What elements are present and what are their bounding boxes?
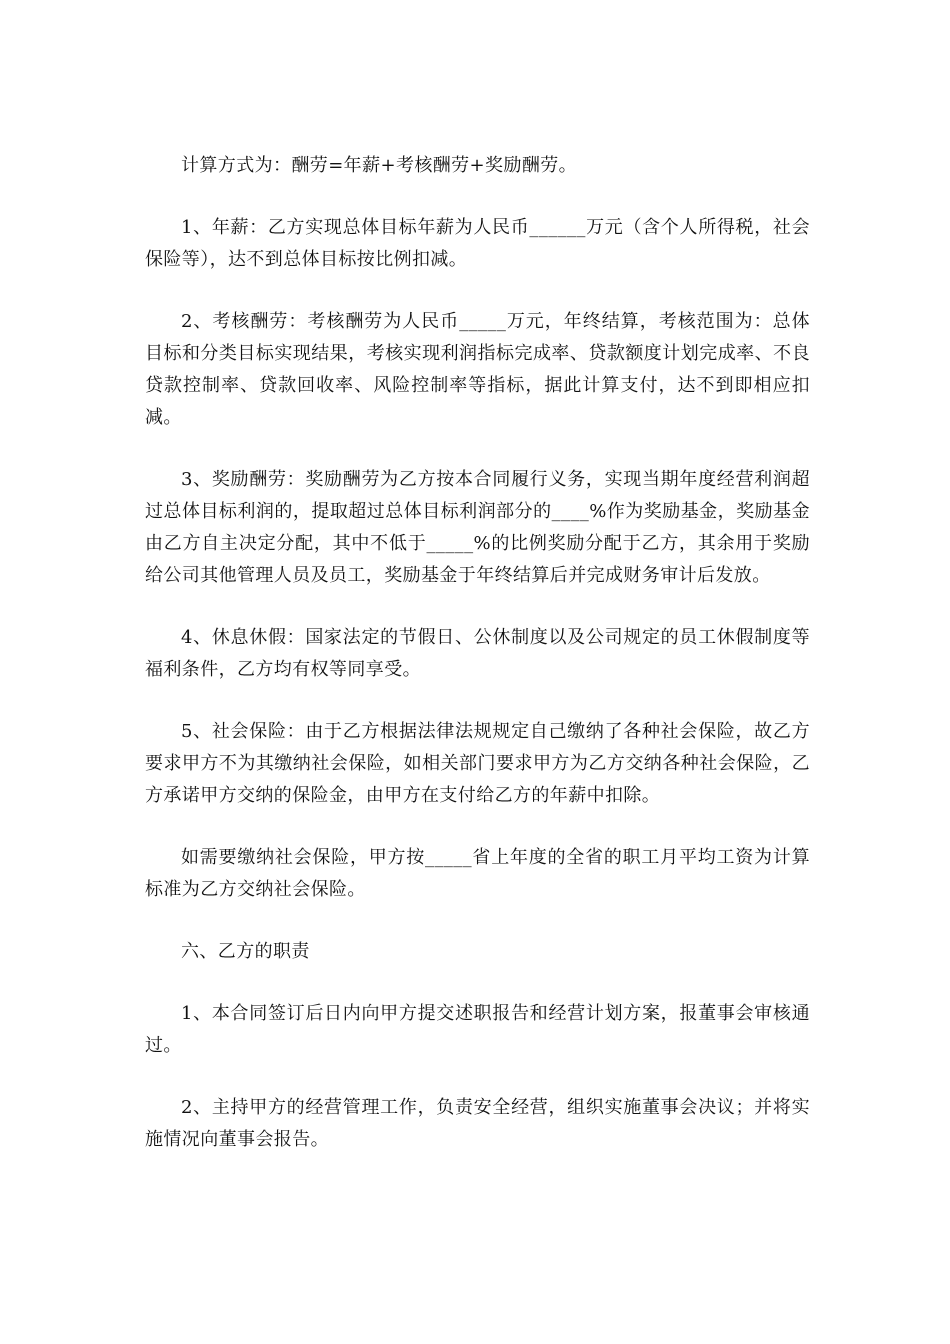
document-body: [145, 150, 810, 1156]
paragraph-bonus-pay: 3、奖励酬劳：奖励酬劳为乙方按本合同履行义务，实现当期年度经营利润超过总体目标利润的，提取超过总体目标利润部分的____%作为奖励基金，奖励基金由乙方自主决定分配，其中不低于_____%的比例奖励分配于乙方，其余用于奖励给公司其他管理人员及员工，奖励基金于年终结算后并完成财务审计后发放。: [145, 469, 810, 586]
paragraph-insurance-standard: 如需要缴纳社会保险，甲方按_____省上年度的全省的职工月平均工资为计算标准为乙方交纳社会保险。: [145, 847, 810, 900]
paragraph-rest-leave: 4、休息休假：国家法定的节假日、公休制度以及公司规定的员工休假制度等福利条件，乙方均有权等同享受。: [145, 627, 810, 680]
paragraph-annual-salary: 1、年薪：乙方实现总体目标年薪为人民币______万元（含个人所得税，社会保险等），达不到总体目标按比例扣减。: [145, 217, 810, 270]
paragraph-duty-report: 1、本合同签订后日内向甲方提交述职报告和经营计划方案，报董事会审核通过。: [145, 1003, 810, 1056]
paragraph-assessment-pay: 2、考核酬劳：考核酬劳为人民币_____万元，年终结算，考核范围为：总体目标和分类目标实现结果，考核实现利润指标完成率、贷款额度计划完成率、不良贷款控制率、贷款回收率、风险控制率等指标，据此计算支付，达不到即相应扣减。: [145, 311, 810, 428]
paragraph-calculation-method: 计算方式为：酬劳=年薪+考核酬劳+奖励酬劳。: [181, 155, 578, 176]
paragraph-social-insurance: 5、社会保险：由于乙方根据法律法规规定自己缴纳了各种社会保险，故乙方要求甲方不为其缴纳社会保险，如相关部门要求甲方为乙方交纳各种社会保险，乙方承诺甲方交纳的保险金，由甲方在支付给乙方的年薪中扣除。: [145, 721, 810, 806]
section-heading-party-b-duties: 六、乙方的职责: [181, 941, 310, 962]
paragraph-duty-management: 2、主持甲方的经营管理工作，负责安全经营，组织实施董事会决议；并将实施情况向董事会报告。: [145, 1097, 810, 1150]
